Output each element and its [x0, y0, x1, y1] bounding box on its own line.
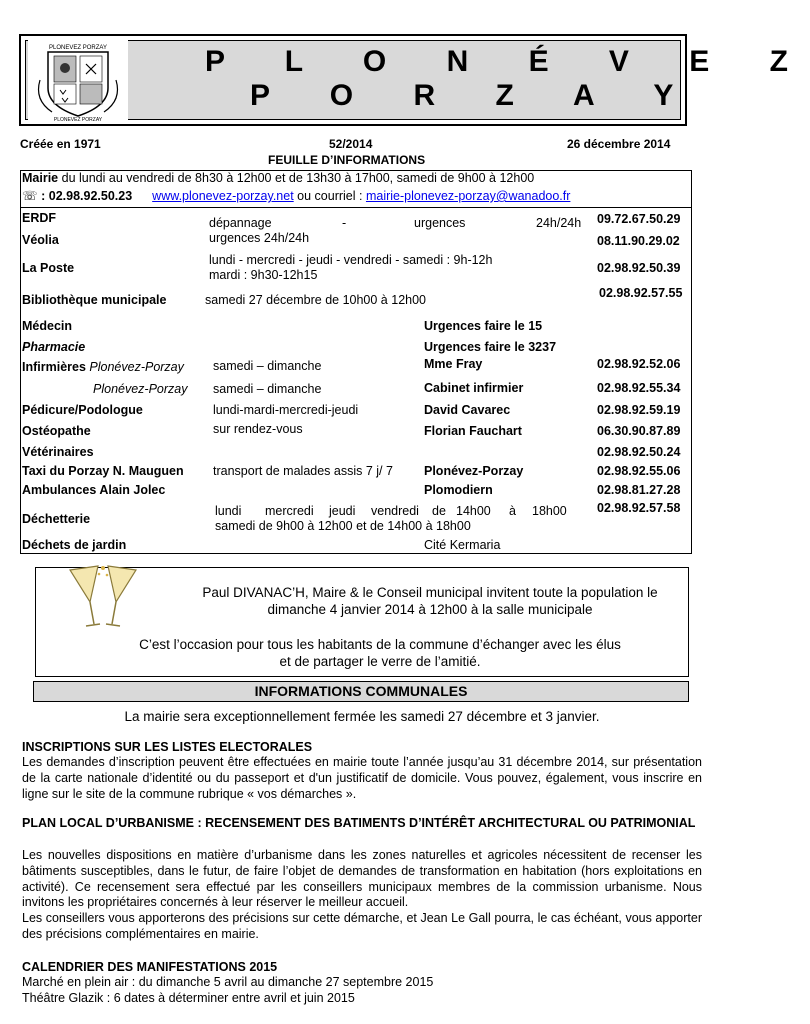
crest-label-bottom: PLONEVEZ PORZAY	[53, 117, 103, 123]
mairie-closure-notice: La mairie sera exceptionnellement fermée les samedi 27 décembre et 3 janvier.	[124, 709, 600, 724]
pedicure-name: David Cavarec	[424, 403, 511, 417]
cabinet-infirmier-phone: 02.98.92.55.34	[597, 381, 681, 395]
taxi-town: Plonévez-Porzay	[424, 464, 524, 478]
dechetterie-w5: de	[432, 504, 446, 518]
medecin-label: Médecin	[22, 319, 73, 333]
osteopathe-name: Florian Fauchart	[424, 424, 522, 438]
infirmieres-days: samedi – dimanche	[213, 359, 322, 373]
erdf-desc-1: dépannage	[209, 216, 272, 230]
info-divider	[20, 207, 692, 208]
invitation-line-4: et de partager le verre de l’amitié.	[279, 654, 481, 669]
infirmieres-phone: 02.98.92.52.06	[597, 357, 681, 371]
infirmieres2-town: Plonévez-Porzay	[93, 382, 188, 396]
plu-text-2: Les conseillers vous apporterons des précisions sur cette démarche, et Jean Le Gall pourra, le cas échéant, vous apporter des précisions complémentaires en mairie.	[22, 911, 702, 941]
invitation-line-2: dimanche 4 janvier 2014 à 12h00 à la salle municipale	[267, 602, 593, 617]
bibliotheque-label: Bibliothèque municipale	[22, 293, 167, 307]
pedicure-days: lundi-mardi-mercredi-jeudi	[213, 403, 359, 417]
inscriptions-title: INSCRIPTIONS SUR LES LISTES ELECTORALES	[22, 740, 313, 754]
champagne-glasses-icon	[64, 562, 142, 634]
email-link[interactable]: mairie-plonevez-porzay@wanadoo.fr	[365, 189, 571, 203]
founded-text: Créée en 1971	[20, 137, 101, 151]
dechets-jardin-place: Cité Kermaria	[424, 538, 501, 552]
plu-text-1: Les nouvelles dispositions en matière d’urbanisme dans les zones naturelles et agricoles nécessitent de recenser les bâtiments susceptibles, dans le futur, de faire l’objet de demandes de transformation en habitation (hors exploitations en activité). Ce recensement sera effectué par les conseillers municipaux membres de la commission urbanisme. Nous invitons les propriétaires concernés à leur réserver le meilleur accueil.	[22, 848, 702, 910]
infirmieres-name: Mme Fray	[424, 357, 483, 371]
erdf-phone: 09.72.67.50.29	[597, 212, 681, 226]
erdf-desc-3: urgences	[414, 216, 466, 230]
inscriptions-text: Les demandes d’inscription peuvent être effectuées en mairie toute l’année jusqu’au 31 décembre 2014, sur présentation de la carte nationale d’identité ou du passeport et d'un justificatif de domicile. Vous pouvez, également, vous inscrire en ligne sur le site de la commune rubrique « vos démarches ».	[22, 755, 702, 801]
dechetterie-w1: lundi	[215, 504, 242, 518]
erdf-desc-2: -	[342, 216, 347, 230]
crest-label-top: PLONEVEZ PORZAY	[49, 45, 107, 51]
infirmieres-row-label	[22, 360, 184, 374]
town-crest	[28, 40, 128, 122]
invitation-line-3: C’est l’occasion pour tous les habitants de la commune d’échanger avec les élus	[139, 637, 621, 652]
osteopathe-phone: 06.30.90.87.89	[597, 424, 681, 438]
osteopathe-label: Ostéopathe	[22, 424, 91, 438]
dechetterie-w4: vendredi	[371, 504, 419, 518]
section-heading-informations: INFORMATIONS COMMUNALES	[33, 681, 689, 702]
pharmacie-urgences: Urgences faire le 3237	[424, 340, 557, 354]
cabinet-infirmier-name: Cabinet infirmier	[424, 381, 524, 395]
infirmieres-town: Plonévez-Porzay	[85, 360, 184, 374]
dechetterie-w6: 14h00	[456, 504, 491, 518]
town-title-line-1: P L O N É V E Z	[205, 45, 810, 78]
courriel-label: ou courriel :	[293, 189, 366, 203]
website-link[interactable]: www.plonevez-porzay.net	[152, 189, 294, 203]
poste-hours-2: mardi : 9h30-12h15	[209, 268, 318, 282]
ambulances-town: Plomodiern	[424, 483, 493, 497]
town-title-line-2: P O R Z A Y	[250, 79, 696, 112]
poste-phone: 02.98.92.50.39	[597, 261, 681, 275]
medecin-urgences: Urgences faire le 15	[424, 319, 543, 333]
plu-title: PLAN LOCAL D’URBANISME : RECENSEMENT DES BATIMENTS D’INTÉRÊT ARCHITECTURAL OU PATRIMONIAL	[22, 816, 696, 830]
infirmieres-label: Infirmières	[22, 360, 86, 374]
erdf-desc-4: 24h/24h	[536, 216, 582, 230]
dechetterie-label: Déchetterie	[22, 512, 91, 526]
newsletter-subtitle: FEUILLE D’INFORMATIONS	[268, 153, 426, 167]
mairie-contact-line	[22, 188, 570, 203]
dechetterie-saturday: samedi de 9h00 à 12h00 et de 14h00 à 18h00	[215, 519, 471, 533]
crest-emblem-icon	[28, 40, 128, 122]
dechetterie-w2: mercredi	[265, 504, 314, 518]
invitation-line-1: Paul DIVANAC’H, Maire & le Conseil municipal invitent toute la population le	[202, 585, 658, 600]
dechetterie-w7: à	[509, 504, 516, 518]
bibliotheque-phone: 02.98.92.57.55	[599, 286, 683, 300]
dechetterie-w8: 18h00	[532, 504, 567, 518]
dechets-jardin-label: Déchets de jardin	[22, 538, 127, 552]
veterinaires-label: Vétérinaires	[22, 445, 94, 459]
dechetterie-w3: jeudi	[329, 504, 356, 518]
calendrier-title: CALENDRIER DES MANIFESTATIONS 2015	[22, 960, 278, 974]
mairie-hours-line	[22, 171, 534, 185]
ambulances-phone: 02.98.81.27.28	[597, 483, 681, 497]
veterinaires-phone: 02.98.92.50.24	[597, 445, 681, 459]
poste-label: La Poste	[22, 261, 75, 275]
issue-date: 26 décembre 2014	[567, 137, 671, 151]
mairie-hours: du lundi au vendredi de 8h30 à 12h00 et de 13h30 à 17h00, samedi de 9h00 à 12h00	[58, 171, 535, 185]
pharmacie-label: Pharmacie	[22, 340, 86, 354]
veolia-desc: urgences 24h/24h	[209, 231, 310, 245]
pedicure-label: Pédicure/Podologue	[22, 403, 143, 417]
mairie-phone: : 02.98.92.50.23	[37, 189, 133, 203]
osteopathe-desc: sur rendez-vous	[213, 422, 303, 436]
issue-number: 52/2014	[329, 137, 373, 151]
taxi-phone: 02.98.92.55.06	[597, 464, 681, 478]
poste-hours-1: lundi - mercredi - jeudi - vendredi - samedi : 9h-12h	[209, 253, 493, 267]
infirmieres2-days: samedi – dimanche	[213, 382, 322, 396]
taxi-desc: transport de malades assis 7 j/ 7	[213, 464, 393, 478]
phone-icon: ☏	[22, 189, 38, 203]
dechetterie-phone: 02.98.92.57.58	[597, 501, 681, 515]
pedicure-phone: 02.98.92.59.19	[597, 403, 681, 417]
veolia-phone: 08.11.90.29.02	[597, 234, 680, 248]
calendrier-theatre: Théâtre Glazik : 6 dates à déterminer entre avril et juin 2015	[22, 991, 355, 1005]
veolia-label: Véolia	[22, 233, 59, 247]
erdf-label: ERDF	[22, 211, 57, 225]
mairie-label: Mairie	[22, 171, 59, 185]
calendrier-marche: Marché en plein air : du dimanche 5 avril au dimanche 27 septembre 2015	[22, 975, 434, 989]
bibliotheque-hours: samedi 27 décembre de 10h00 à 12h00	[205, 293, 426, 307]
taxi-label: Taxi du Porzay N. Mauguen	[22, 464, 184, 478]
ambulances-label: Ambulances Alain Jolec	[22, 483, 166, 497]
